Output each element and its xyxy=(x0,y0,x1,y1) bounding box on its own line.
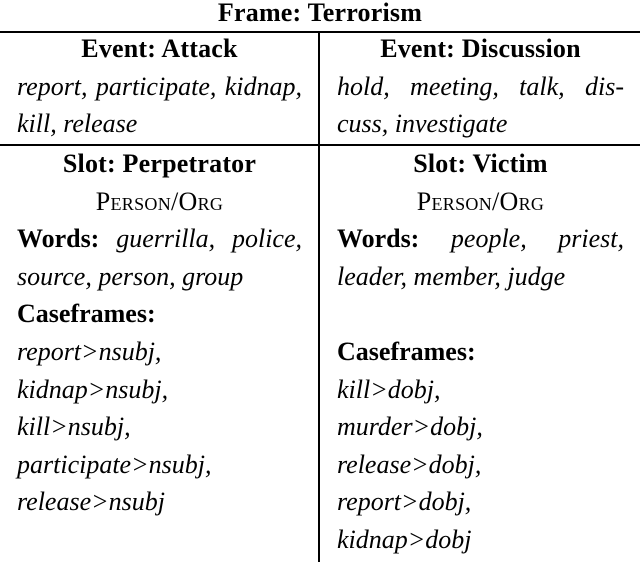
event-attack-cell xyxy=(17,30,302,143)
event-discussion-cell xyxy=(337,30,624,143)
words-label: Words: xyxy=(337,224,420,254)
caseframe-item: release>nsubj xyxy=(17,487,166,517)
caseframe-item: report>nsubj, xyxy=(17,336,162,366)
caseframe-item: kidnap>nsubj, xyxy=(17,374,169,404)
slot-victim-type: Person/Org xyxy=(416,186,545,216)
slot-perpetrator-cell xyxy=(17,145,302,521)
event-attack-heading: Event: Attack xyxy=(81,34,238,63)
caseframe-list xyxy=(337,371,624,559)
slot-victim-words xyxy=(337,220,624,295)
caseframe-item: release>dobj, xyxy=(337,449,482,479)
caseframes-label: Caseframes: xyxy=(17,299,156,329)
words-label: Words: xyxy=(17,224,100,254)
column-divider xyxy=(318,32,320,562)
slot-perpetrator-type: Person/Org xyxy=(95,186,224,216)
caseframe-item: report>dobj, xyxy=(337,487,472,517)
caseframe-item: kill>dobj, xyxy=(337,374,441,404)
caseframe-item: kidnap>dobj xyxy=(337,524,472,554)
spacer xyxy=(337,295,624,333)
slot-perpetrator-heading: Slot: Perpetrator xyxy=(62,149,257,178)
caseframe-list xyxy=(17,333,302,521)
event-discussion-words: hold, meeting, talk, discuss, investigate xyxy=(337,71,624,139)
caseframe-item: kill>nsubj, xyxy=(17,412,131,442)
caseframe-item: murder>dobj, xyxy=(337,412,483,442)
event-attack-words: report, participate, kidnap, kill, release xyxy=(17,71,302,139)
slot-victim-heading: Slot: Victim xyxy=(413,149,548,178)
slot-victim-words-text: people, priest, leader, member, judge xyxy=(337,224,624,291)
slot-perpetrator-words-text: guerrilla, police, source, person, group xyxy=(17,224,302,291)
caseframe-item: participate>nsubj, xyxy=(17,449,212,479)
frame-title: Frame: Terrorism xyxy=(217,0,423,27)
slot-victim-cell xyxy=(337,145,624,559)
caseframes-label: Caseframes: xyxy=(337,336,476,366)
slot-perpetrator-words xyxy=(17,220,302,295)
event-discussion-heading: Event: Discussion xyxy=(380,34,581,63)
